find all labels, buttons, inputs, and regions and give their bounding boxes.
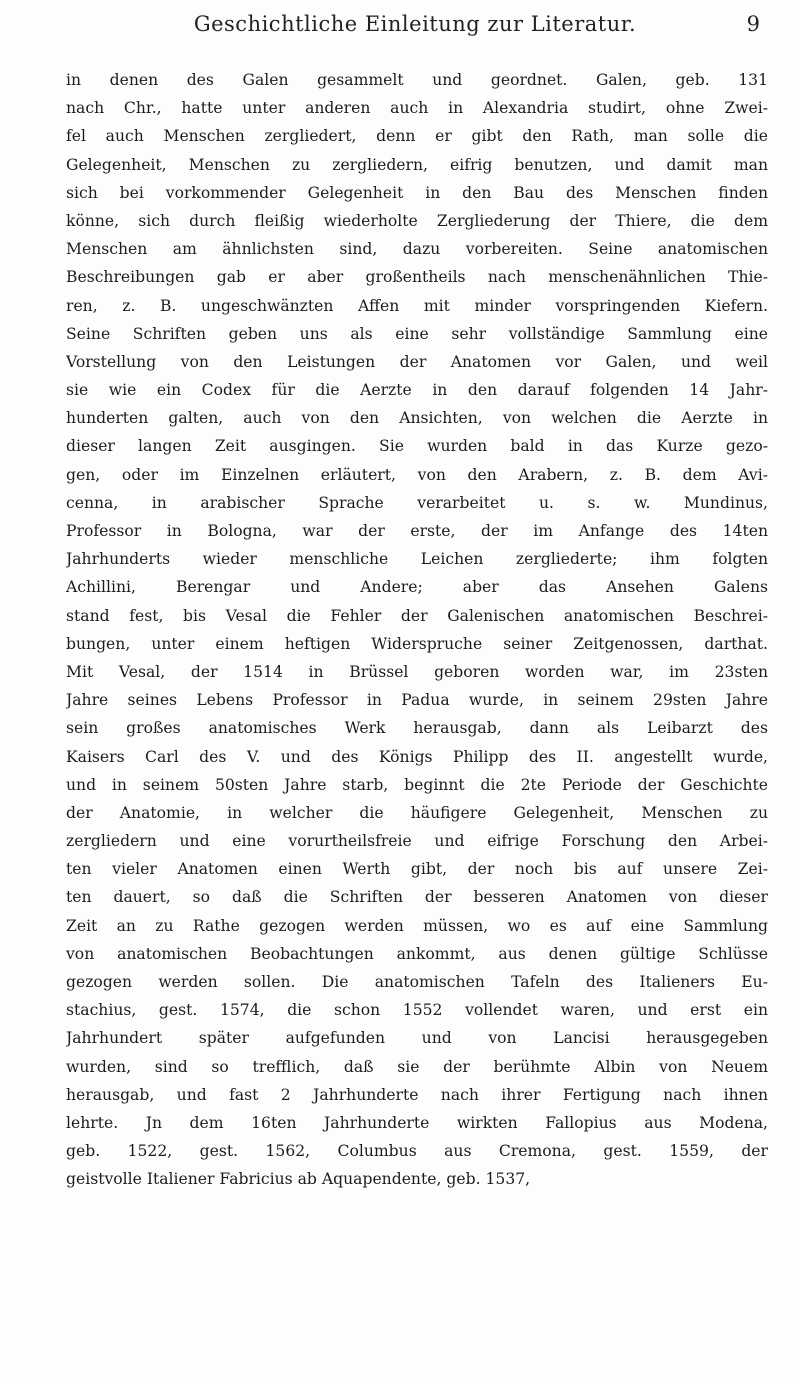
text-line: dieser langen Zeit ausgingen. Sie wurden bald in das Kurze gezo- [66, 437, 768, 456]
text-line: Jahre seines Lebens Professor in Padua wurde, in seinem 29sten Jahre [66, 691, 768, 710]
text-line: Vorstellung von den Leistungen der Anatomen vor Galen, und weil [66, 352, 768, 371]
text-line: ren, z. B. ungeschwänzten Affen mit minder vorspringenden Kiefern. [66, 296, 768, 315]
text-line: Zeit an zu Rathe gezogen werden müssen, wo es auf eine Sammlung [66, 916, 768, 935]
text-line: Menschen am ähnlichsten sind, dazu vorbereiten. Seine anatomischen [66, 240, 768, 259]
text-line: ten dauert, so daß die Schriften der besseren Anatomen von dieser [66, 888, 768, 907]
text-line: stand fest, bis Vesal die Fehler der Galenischen anatomischen Beschrei- [66, 606, 768, 625]
text-line: gen, oder im Einzelnen erläutert, von den Arabern, z. B. dem Avi- [66, 465, 768, 484]
text-line: hunderten galten, auch von den Ansichten, von welchen die Aerzte in [66, 409, 768, 428]
text-line: bungen, unter einem heftigen Widerspruche seiner Zeitgenossen, darthat. [66, 634, 768, 653]
text-line: fel auch Menschen zergliedert, denn er gibt den Rath, man solle die [66, 127, 768, 146]
text-line: nach Chr., hatte unter anderen auch in Alexandria studirt, ohne Zwei- [66, 99, 768, 118]
running-title: Geschichtliche Einleitung zur Literatur. [193, 12, 637, 36]
text-line: Beschreibungen gab er aber großentheils nach menschenähnlichen Thie- [66, 268, 768, 287]
page-number: 9 [746, 12, 760, 36]
text-line: cenna, in arabischer Sprache verarbeitet u. s. w. Mundinus, [66, 493, 768, 512]
text-line: zergliedern und eine vorurtheilsfreie und eifrige Forschung den Arbei- [66, 832, 768, 851]
text-line: lehrte. Jn dem 16ten Jahrhunderte wirkten Fallopius aus Modena, [66, 1113, 768, 1132]
text-line: Seine Schriften geben uns als eine sehr vollständige Sammlung eine [66, 324, 768, 343]
text-line: der Anatomie, in welcher die häufigere Gelegenheit, Menschen zu [66, 803, 768, 822]
text-line: in denen des Galen gesammelt und geordnet. Galen, geb. 131 [66, 71, 768, 89]
text-line: herausgab, und fast 2 Jahrhunderte nach ihrer Fertigung nach ihnen [66, 1085, 768, 1104]
text-line: Jahrhunderts wieder menschliche Leichen zergliederte; ihm folgten [66, 550, 768, 569]
text-line: sein großes anatomisches Werk herausgab, dann als Leibarzt des [66, 719, 768, 738]
text-line: Achillini, Berengar und Andere; aber das Ansehen Galens [66, 578, 768, 597]
text-line: geb. 1522, gest. 1562, Columbus aus Cremona, gest. 1559, der [66, 1142, 768, 1161]
text-line: Gelegenheit, Menschen zu zergliedern, eifrig benutzen, und damit man [66, 155, 768, 174]
text-line: Jahrhundert später aufgefunden und von Lancisi herausgegeben [66, 1029, 768, 1048]
text-line: Mit Vesal, der 1514 in Brüssel geboren worden war, im 23sten [66, 662, 768, 681]
body-text [66, 66, 768, 1194]
text-line: geistvolle Italiener Fabricius ab Aquapendente, geb. 1537, [66, 1170, 531, 1189]
text-line: sich bei vorkommender Gelegenheit in den Bau des Menschen finden [66, 183, 768, 202]
running-head [70, 8, 760, 48]
text-line: ten vieler Anatomen einen Werth gibt, der noch bis auf unsere Zei- [66, 860, 768, 879]
text-line: Professor in Bologna, war der erste, der im Anfange des 14ten [66, 522, 768, 540]
text-line: sie wie ein Codex für die Aerzte in den darauf folgenden 14 Jahr- [66, 381, 768, 400]
text-line: stachius, gest. 1574, die schon 1552 vollendet waren, und erst ein [66, 1001, 768, 1020]
text-line: von anatomischen Beobachtungen ankommt, aus denen gültige Schlüsse [66, 944, 768, 963]
text-line: könne, sich durch fleißig wiederholte Zergliederung der Thiere, die dem [66, 211, 768, 230]
text-line: Kaisers Carl des V. und des Königs Philipp des II. angestellt wurde, [66, 747, 768, 766]
text-line: wurden, sind so trefflich, daß sie der berühmte Albin von Neuem [66, 1057, 768, 1076]
text-line: und in seinem 50sten Jahre starb, beginnt die 2te Periode der Geschichte [66, 775, 768, 794]
text-line: gezogen werden sollen. Die anatomischen Tafeln des Italieners Eu- [66, 973, 768, 991]
